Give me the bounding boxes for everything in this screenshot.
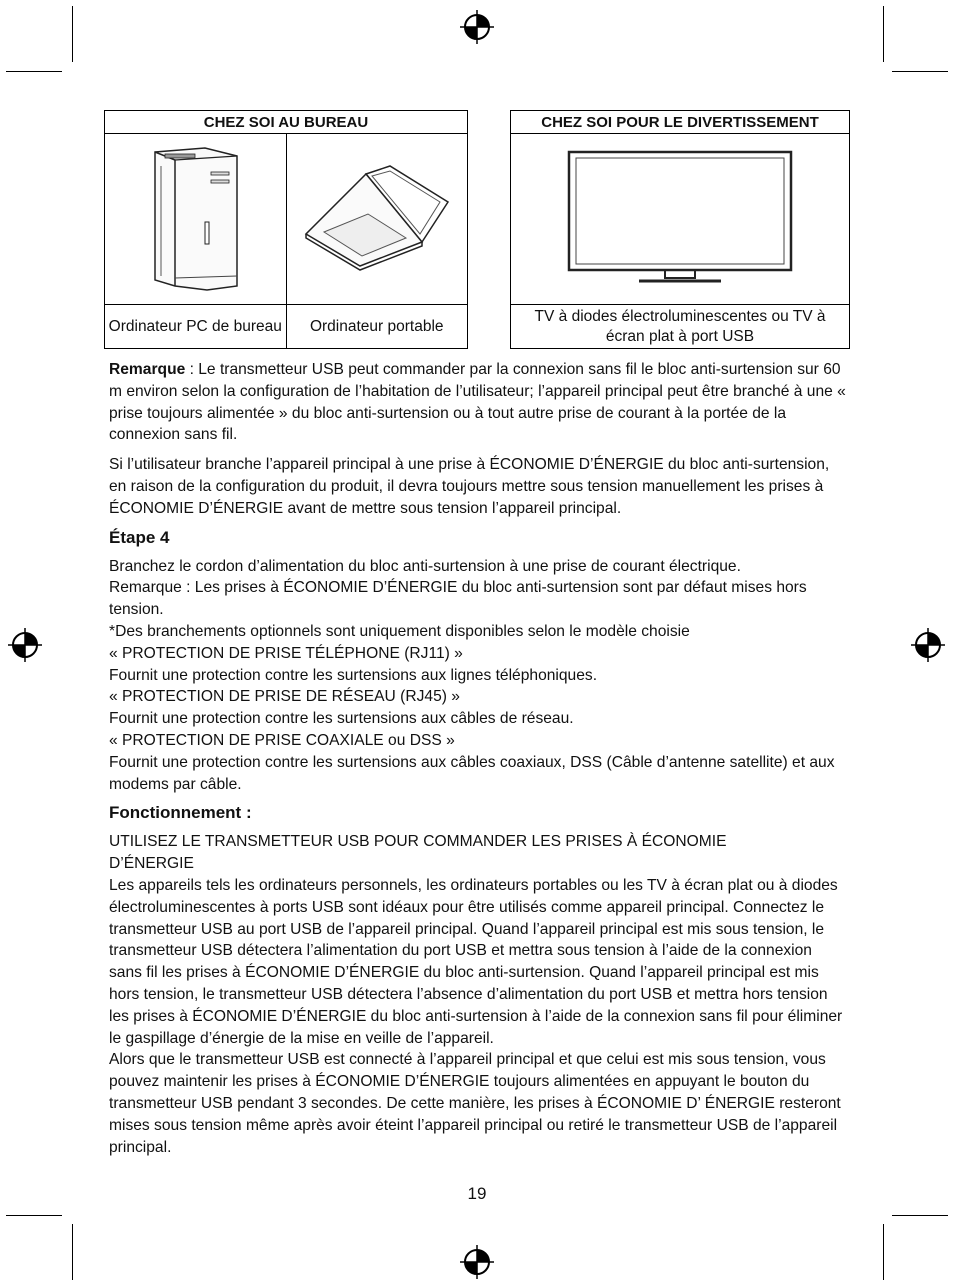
step-4-heading: Étape 4 bbox=[109, 527, 170, 547]
crop-mark-icon bbox=[892, 1215, 948, 1216]
crop-mark-icon bbox=[883, 6, 884, 62]
crop-mark-icon bbox=[72, 1224, 73, 1280]
operation-subtitle: UTILISEZ LE TRANSMETTEUR USB POUR COMMANDER LES PRISES À ÉCONOMIE D’ÉNERGIE bbox=[109, 833, 727, 873]
crop-mark-icon bbox=[72, 6, 73, 62]
crop-mark-icon bbox=[883, 1224, 884, 1280]
entertainment-devices-table bbox=[510, 110, 850, 349]
registration-mark-icon bbox=[8, 628, 42, 662]
laptop-icon bbox=[302, 162, 452, 272]
step-4-line: « PROTECTION DE PRISE TÉLÉPHONE (RJ11) » bbox=[109, 644, 463, 662]
laptop-image-cell bbox=[286, 134, 468, 305]
office-table-header: CHEZ SOI AU BUREAU bbox=[105, 111, 468, 134]
crop-mark-icon bbox=[6, 1215, 62, 1216]
entertainment-table-header: CHEZ SOI POUR LE DIVERTISSEMENT bbox=[511, 111, 850, 134]
operation-heading: Fonctionnement : bbox=[109, 803, 252, 823]
step-4-line: Branchez le cordon d’alimentation du bloc anti-surtension à une prise de courant électrique. bbox=[109, 557, 741, 575]
registration-mark-icon bbox=[460, 10, 494, 44]
energy-saving-paragraph: Si l’utilisateur branche l’appareil principal à une prise à ÉCONOMIE D’ÉNERGIE du bloc anti-surtension, en raison de la configuration du produit, il devra toujours mettre sous tension manuellement les prises à ÉCONOMIE D’ÉNERGIE avant de mettre sous tension l’appareil principal. bbox=[109, 456, 830, 517]
operation-paragraph: Les appareils tels les ordinateurs personnels, les ordinateurs portables ou les TV à écran plat ou à diodes électroluminescentes à ports USB sont idéaux pour être utilisés comme appareil principal. Connectez le transmetteur USB au port USB de l’appareil principal. Quand l’appareil principal est mis sous tension, le transmetteur USB détectera l’alimentation du port USB et mettra sous tension à l’aide de la connexion sans fil les prises à ÉCONOMIE D’ÉNERGIE du bloc anti-surtension. Quand l’appareil principal est mis hors tension, le transmetteur USB détectera l’absence d’alimentation du port USB et mettra hors tension les prises à ÉCONOMIE D’ÉNERGIE du bloc anti-surtension à l’aide de la connexion sans fil pour éliminer le gaspillage d’énergie de la mise en veille de l’appareil. bbox=[109, 876, 843, 1047]
step-4-line: « PROTECTION DE PRISE DE RÉSEAU (RJ45) » bbox=[109, 688, 460, 706]
flat-tv-icon bbox=[567, 150, 793, 284]
laptop-caption: Ordinateur portable bbox=[286, 305, 468, 349]
step-4-line: Remarque : Les prises à ÉCONOMIE D’ÉNERGIE du bloc anti-surtension sont par défaut mises hors tension. bbox=[109, 579, 807, 619]
step-4-line: « PROTECTION DE PRISE COAXIALE ou DSS » bbox=[109, 731, 455, 749]
desktop-tower-icon bbox=[145, 142, 245, 292]
step-4-line: Fournit une protection contre les surtensions aux câbles de réseau. bbox=[109, 710, 574, 728]
desktop-image-cell bbox=[105, 134, 287, 305]
remarque-paragraph bbox=[109, 359, 849, 446]
remarque-text: : Le transmetteur USB peut commander par la connexion sans fil le bloc anti-surtension sur 60 m environ selon la configuration de l’habitation de l’utilisateur; l’appareil principal peut être branché à une « prise toujours alimentée » du bloc anti-surtension ou à tout autre prise de courant à la portée de la connexion sans fil. bbox=[109, 361, 846, 444]
crop-mark-icon bbox=[892, 71, 948, 72]
desktop-caption: Ordinateur PC de bureau bbox=[105, 305, 287, 349]
tv-caption: TV à diodes électroluminescentes ou TV à écran plat à port USB bbox=[511, 305, 850, 349]
registration-mark-icon bbox=[460, 1245, 494, 1279]
step-4-line: Fournit une protection contre les surtensions aux câbles coaxiaux, DSS (Câble d’antenne satellite) et aux modems par câble. bbox=[109, 753, 835, 793]
step-4-line: *Des branchements optionnels sont uniquement disponibles selon le modèle choisie bbox=[109, 622, 690, 640]
crop-mark-icon bbox=[6, 71, 62, 72]
office-devices-table bbox=[104, 110, 468, 349]
operation-paragraph: Alors que le transmetteur USB est connecté à l’appareil principal et que celui est mis sous tension, vous pouvez maintenir les prises à ÉCONOMIE D’ÉNERGIE toujours alimentées en appuyant le bouton du transmetteur USB pendant 3 secondes. De cette manière, les prises à ÉCONOMIE D’ ÉNERGIE resteront mises sous tension même après avoir éteint l’appareil principal ou retiré le transmetteur USB de l’appareil principal. bbox=[109, 1051, 841, 1156]
tv-image-cell bbox=[511, 134, 850, 305]
step-4-line: Fournit une protection contre les surtensions aux lignes téléphoniques. bbox=[109, 666, 598, 684]
registration-mark-icon bbox=[911, 628, 945, 662]
page-number: 19 bbox=[467, 1184, 487, 1203]
page-content bbox=[109, 359, 849, 1158]
remarque-label: Remarque bbox=[109, 361, 186, 378]
